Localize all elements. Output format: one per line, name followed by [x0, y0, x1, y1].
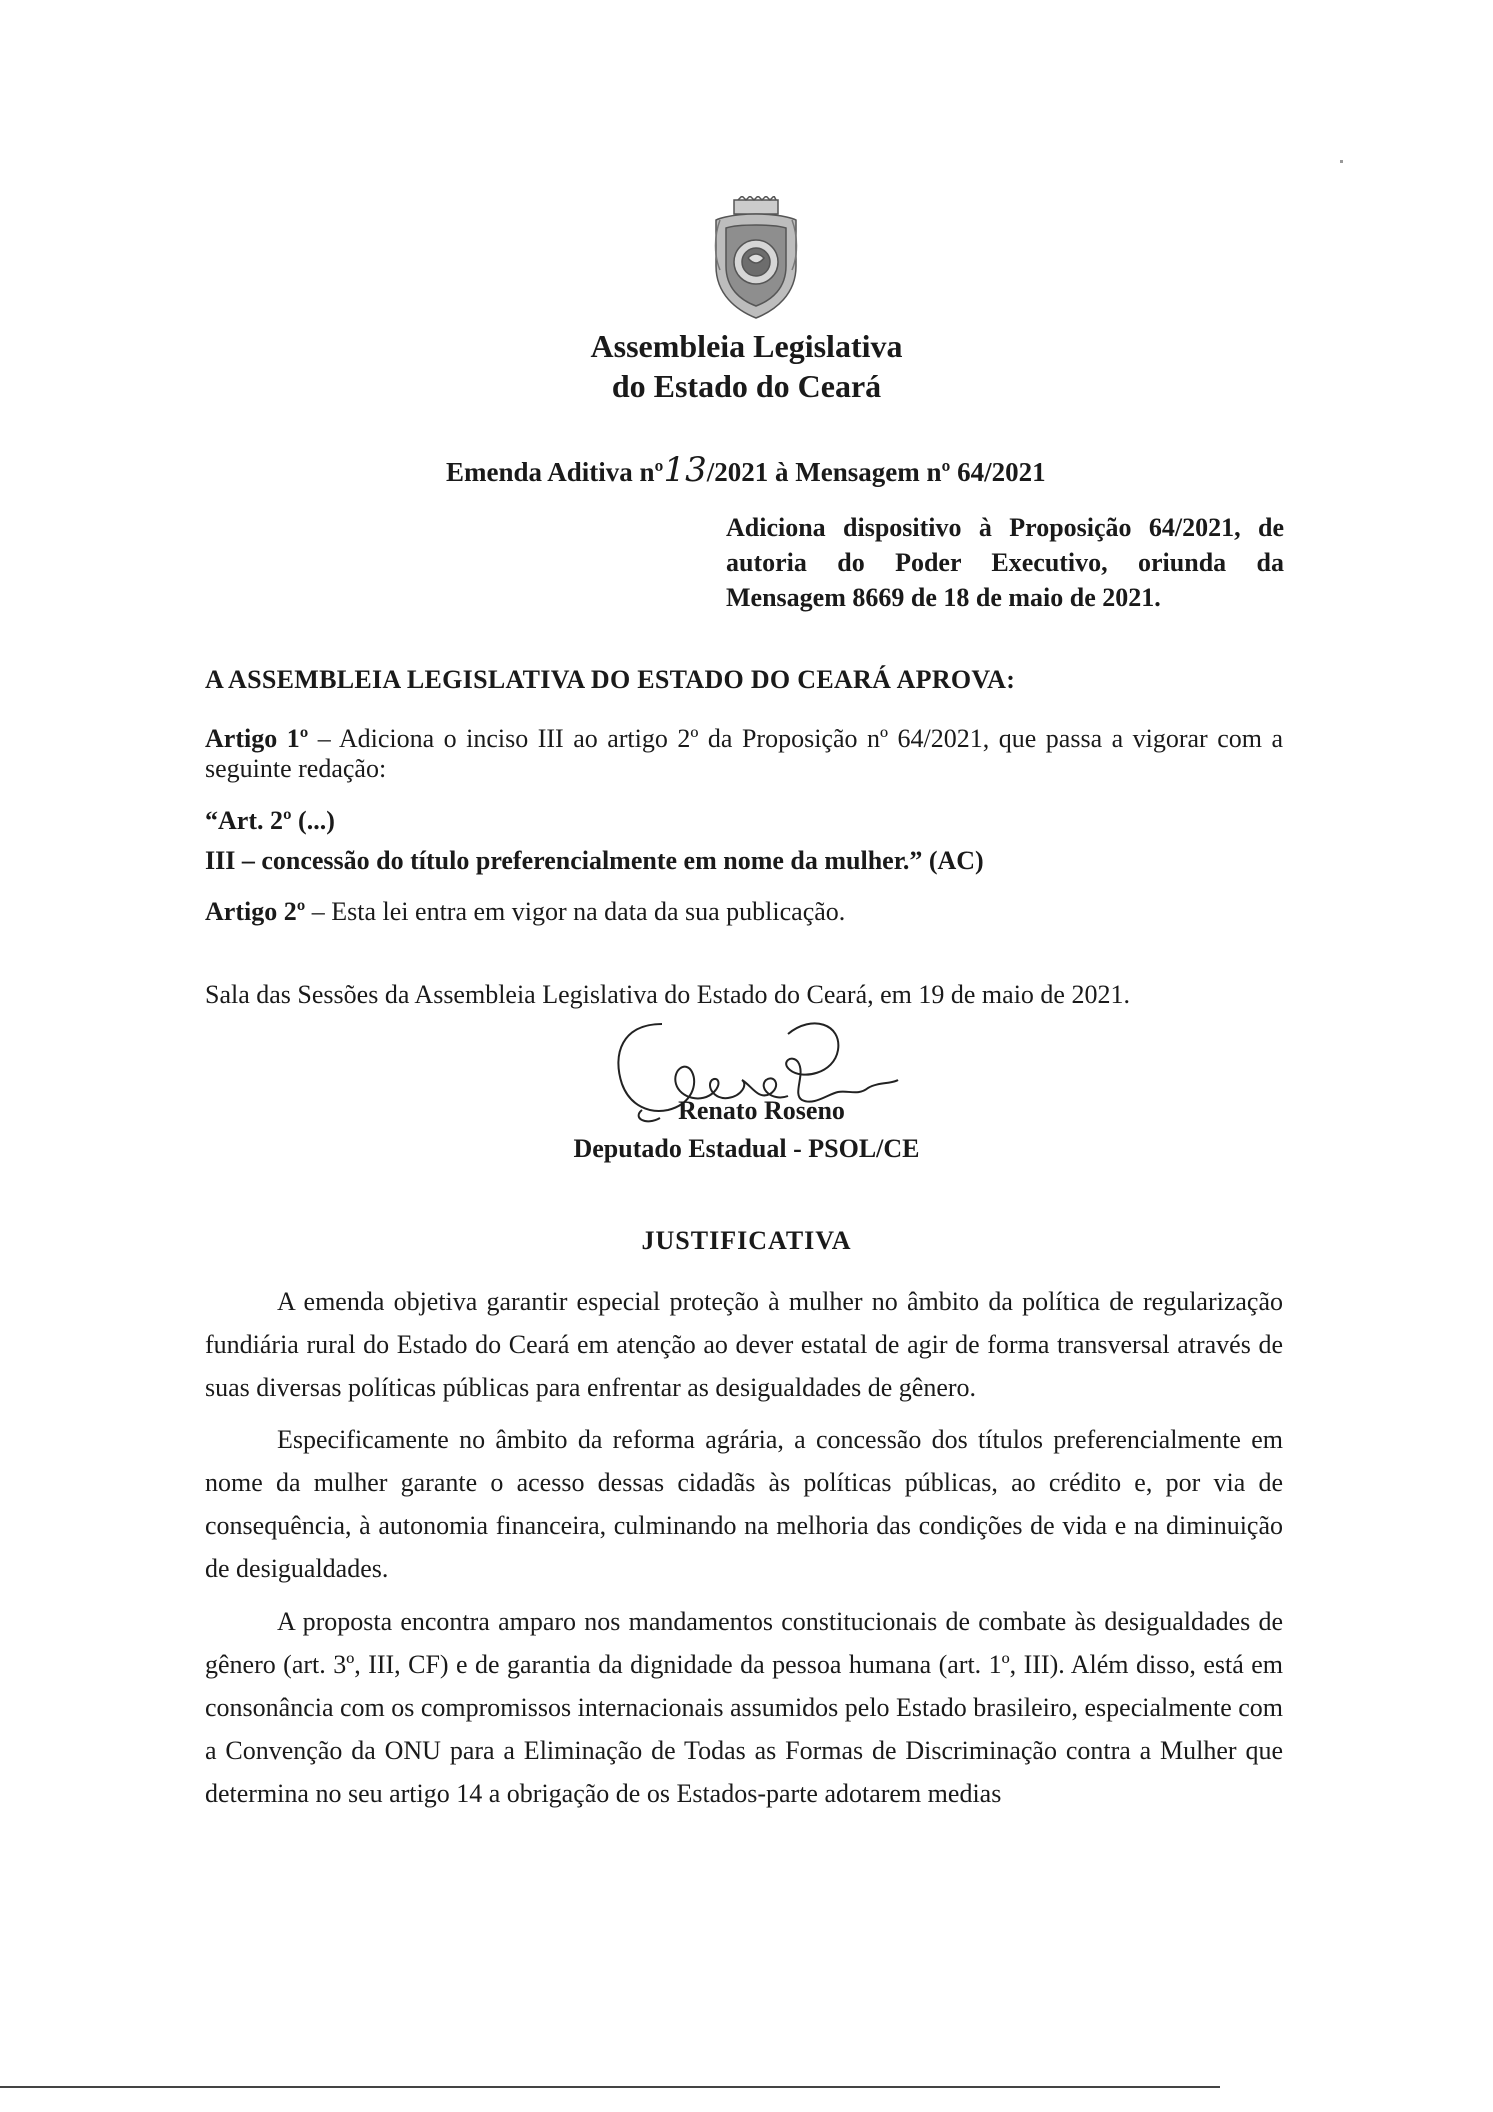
justificativa-paragraph: A proposta encontra amparo nos mandamentos constitucionais de combate às desigualdades de gênero (art. 3º, III, CF) e de garantia da dignidade da pessoa humana (art. 1º, III). Além disso, está em consonância com os compromissos internacionais assumidos pelo Estado brasileiro, especialmente com a Convenção da ONU para a Eliminação de Todas as Formas de Discriminação contra a Mulher que determina no seu artigo 14 a obrigação de os Estados-parte adotarem medias — [205, 1607, 1284, 1808]
scan-speck — [1340, 160, 1343, 163]
artigo-2 — [205, 897, 845, 927]
artigo-1-label: Artigo 1º — [205, 724, 309, 753]
emenda-suffix: /2021 à Mensagem nº 64/2021 — [706, 457, 1046, 487]
emenda-handwritten-number: 13 — [663, 450, 707, 490]
institution-name-line1: Assembleia Legislativa — [590, 328, 903, 364]
justificativa-paragraph: A emenda objetiva garantir especial proteção à mulher no âmbito da política de regularização fundiária rural do Estado do Ceará em atenção ao dever estatal de agir de forma transversal através de suas diversas políticas públicas para enfrentar as desigualdades de gênero. — [205, 1287, 1283, 1402]
emenda-title — [446, 450, 1046, 490]
coat-of-arms-icon — [708, 196, 804, 322]
emenda-prefix: Emenda Aditiva nº — [446, 457, 664, 487]
footer-rule — [0, 2086, 1220, 2088]
justificativa-paragraph: Especificamente no âmbito da reforma agrária, a concessão dos títulos preferencialmente em nome da mulher garante o acesso dessas cidadãs às políticas públicas, ao crédito e, por via de consequência, à autonomia financeira, culminando na melhoria das condições de vida e na diminuição de desigualdades. — [205, 1425, 1283, 1583]
artigo-2-label: Artigo 2º — [205, 897, 306, 926]
institution-name-line2: do Estado do Ceará — [611, 368, 882, 404]
signatory-role: Deputado Estadual - PSOL/CE — [573, 1134, 920, 1163]
artigo-1 — [205, 724, 1283, 784]
aprova-heading: A ASSEMBLEIA LEGISLATIVA DO ESTADO DO CEARÁ APROVA: — [205, 665, 1016, 694]
art2-quote-line2: III – concessão do título preferencialmente em nome da mulher.” (AC) — [205, 846, 984, 875]
artigo-1-text: – Adiciona o inciso III ao artigo 2º da Proposição nº 64/2021, que passa a vigorar com a seguinte redação: — [205, 724, 1284, 783]
signatory-name: Renato Roseno — [678, 1096, 845, 1125]
justificativa-title: JUSTIFICATIVA — [641, 1226, 852, 1255]
sala-das-sessoes: Sala das Sessões da Assembleia Legislativa do Estado do Ceará, em 19 de maio de 2021. — [205, 980, 1130, 1009]
artigo-2-text: – Esta lei entra em vigor na data da sua publicação. — [305, 897, 846, 926]
ementa: Adiciona dispositivo à Proposição 64/2021, de autoria do Poder Executivo, oriunda da Mensagem 8669 de 18 de maio de 2021. — [726, 513, 1284, 612]
art2-quote-line1: “Art. 2º (...) — [205, 806, 335, 835]
